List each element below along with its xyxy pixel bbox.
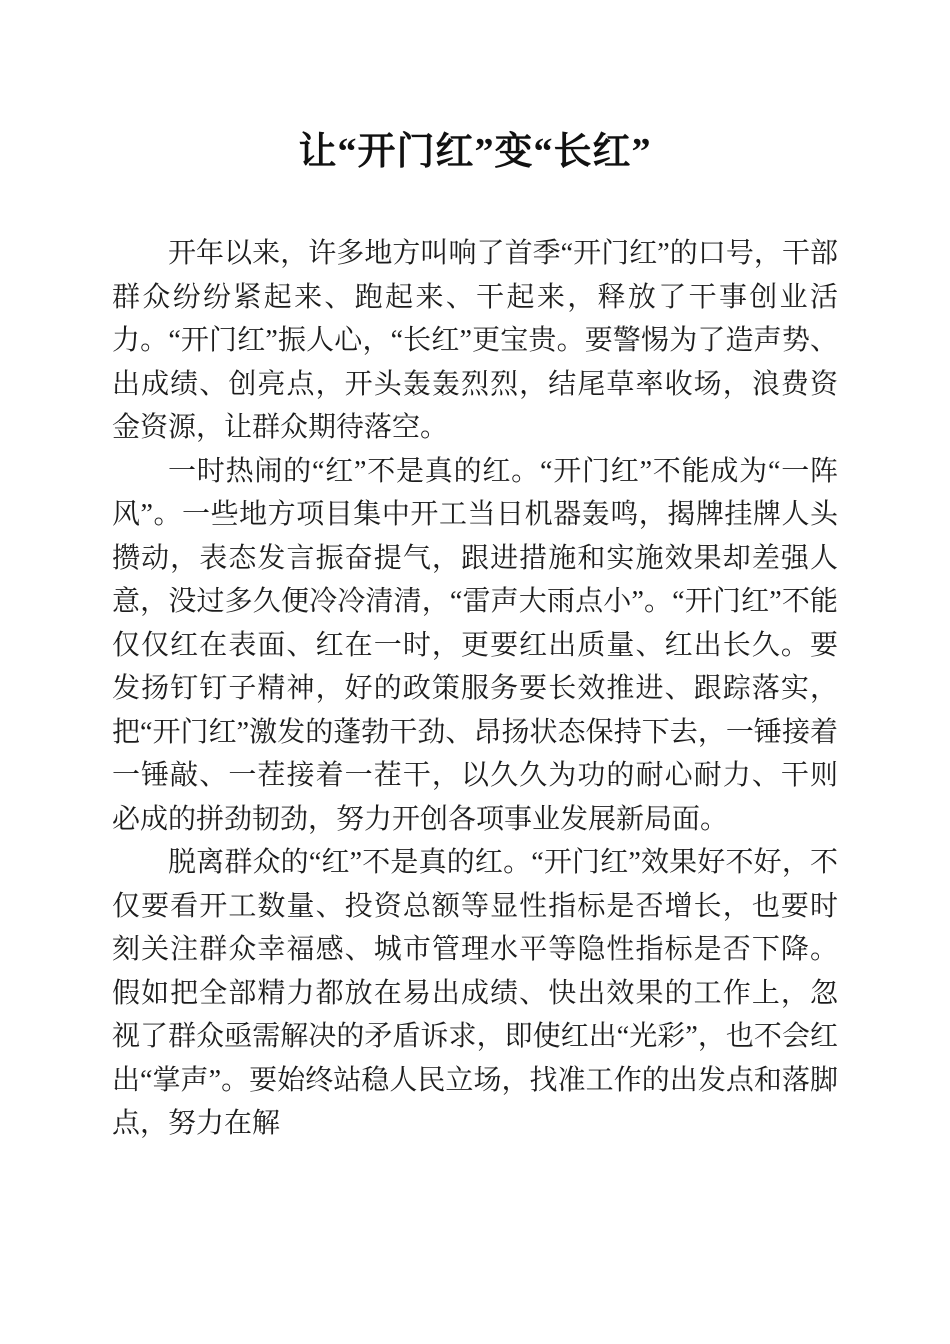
- paragraph-2: 一时热闹的“红”不是真的红。“开门红”不能成为“一阵风”。一些地方项目集中开工当日机器轰鸣，揭牌挂牌人头攒动，表态发言振奋提气，跟进措施和实施效果却差强人意，没过多久便冷冷清清，“雷声大雨点小”。“开门红”不能仅仅红在表面、红在一时，更要红出质量、红出长久。要发扬钉钉子精神，好的政策服务要长效推进、跟踪落实，把“开门红”激发的蓬勃干劲、昂扬状态保持下去，一锤接着一锤敲、一茬接着一茬干，以久久为功的耐心耐力、干则必成的拼劲韧劲，努力开创各项事业发展新局面。: [112, 455, 838, 835]
- document-title: 让“开门红”变“长红”: [298, 131, 652, 173]
- paragraph-1: 开年以来，许多地方叫响了首季“开门红”的口号，干部群众纷纷紧起来、跑起来、干起来，释放了干事创业活力。“开门红”振人心，“长红”更宝贵。要警惕为了造声势、出成绩、创亮点，开头轰轰烈烈，结尾草率收场，浪费资金资源，让群众期待落空。: [112, 238, 838, 443]
- document-body: [112, 232, 838, 1146]
- paragraph-3: 脱离群众的“红”不是真的红。“开门红”效果好不好，不仅要看开工数量、投资总额等显性指标是否增长，也要时刻关注群众幸福感、城市管理水平等隐性指标是否下降。假如把全部精力都放在易出成绩、快出效果的工作上，忽视了群众亟需解决的矛盾诉求，即使红出“光彩”，也不会红出“掌声”。要始终站稳人民立场，找准工作的出发点和落脚点，努力在解: [112, 847, 838, 1139]
- document-content: [112, 0, 838, 1146]
